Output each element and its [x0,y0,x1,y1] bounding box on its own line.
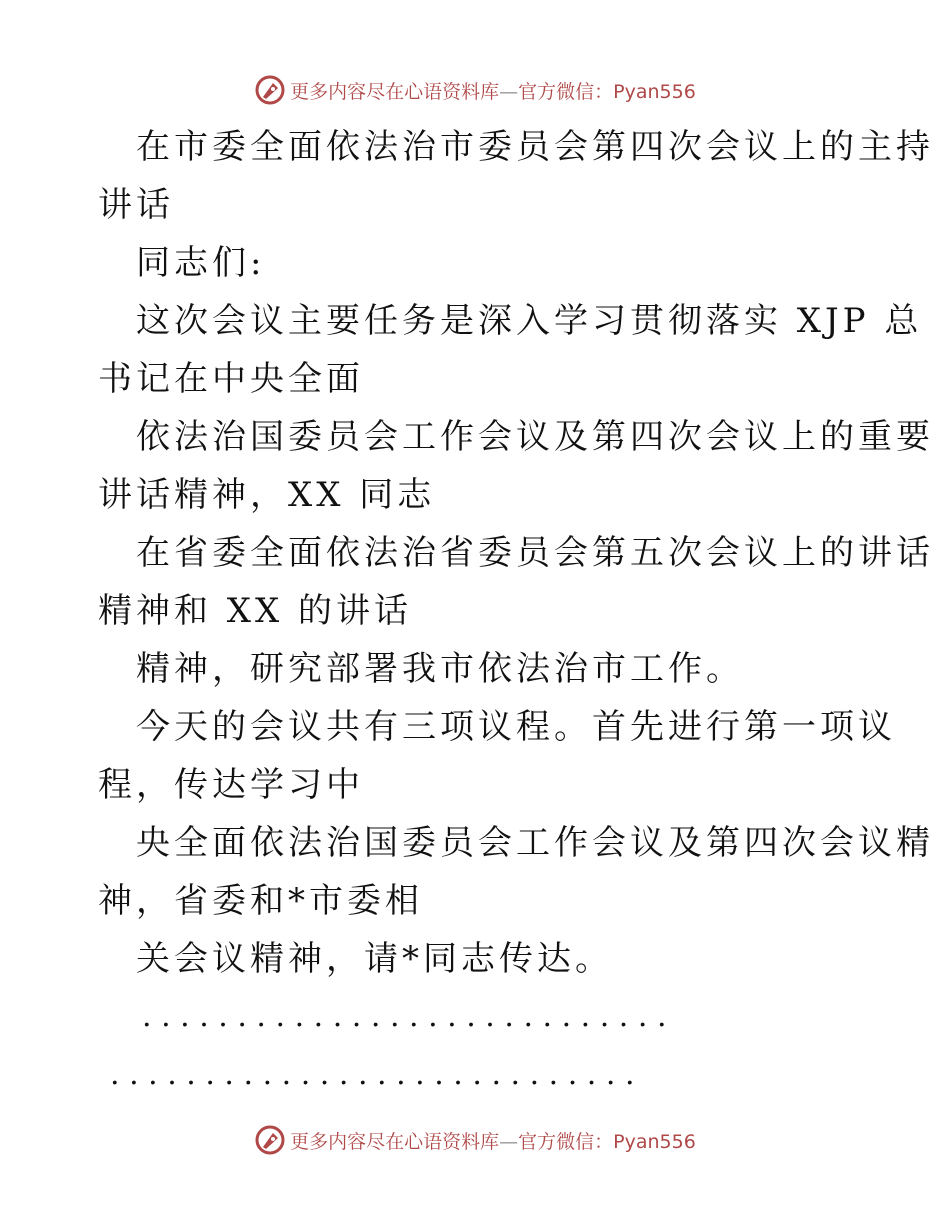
banner-site-name: 更多内容尽在心语资料库 [290,80,500,103]
doc-line: 关会议精神，请*同志传达。 [136,939,613,979]
pen-nib-logo-icon [254,1124,286,1156]
doc-line-title-2: 讲话 [98,185,174,225]
doc-line: 讲话精神，XX 同志 [98,475,436,515]
banner-separator: — [499,1130,519,1153]
doc-line: 书记在中央全面 [98,359,364,399]
banner-separator: — [499,80,519,103]
doc-line: 这次会议主要任务是深入学习贯彻落实 XJP 总 [136,301,923,341]
document-body [98,118,934,1104]
doc-line-salutation: 同志们: [136,243,266,283]
doc-line: 精神和 XX 的讲话 [98,591,413,631]
header-banner-text [290,77,696,104]
footer-banner-text [290,1127,696,1154]
footer-banner-content [254,1124,696,1156]
banner-contact: 官方微信：Pyan556 [518,80,696,103]
doc-line: 程，传达学习中 [98,765,364,805]
doc-line: 今天的会议共有三项议程。首先进行第一项议 [136,707,896,747]
header-banner-content [254,74,696,106]
doc-line: 依法治国委员会工作会议及第四次会议上的重要 [136,417,934,457]
header-banner [0,70,950,110]
pen-nib-logo-icon [254,74,286,106]
footer-banner [0,1120,950,1160]
doc-line: 精神，研究部署我市依法治市工作。 [136,649,744,689]
doc-line: 央全面依法治国委员会工作会议及第四次会议精 [136,823,934,863]
ellipsis-dots-line: . . . . . . . . . . . . . . . . . . . . . . . . . . . . [110,1057,635,1092]
doc-line: 神，省委和*市委相 [98,881,423,921]
banner-contact: 官方微信：Pyan556 [518,1130,696,1153]
ellipsis-dots-line: . . . . . . . . . . . . . . . . . . . . . . . . . . . . [142,999,667,1034]
doc-line: 在省委全面依法治省委员会第五次会议上的讲话 [136,533,934,573]
banner-site-name: 更多内容尽在心语资料库 [290,1130,500,1153]
doc-line-title-1: 在市委全面依法治市委员会第四次会议上的主持 [136,127,934,167]
